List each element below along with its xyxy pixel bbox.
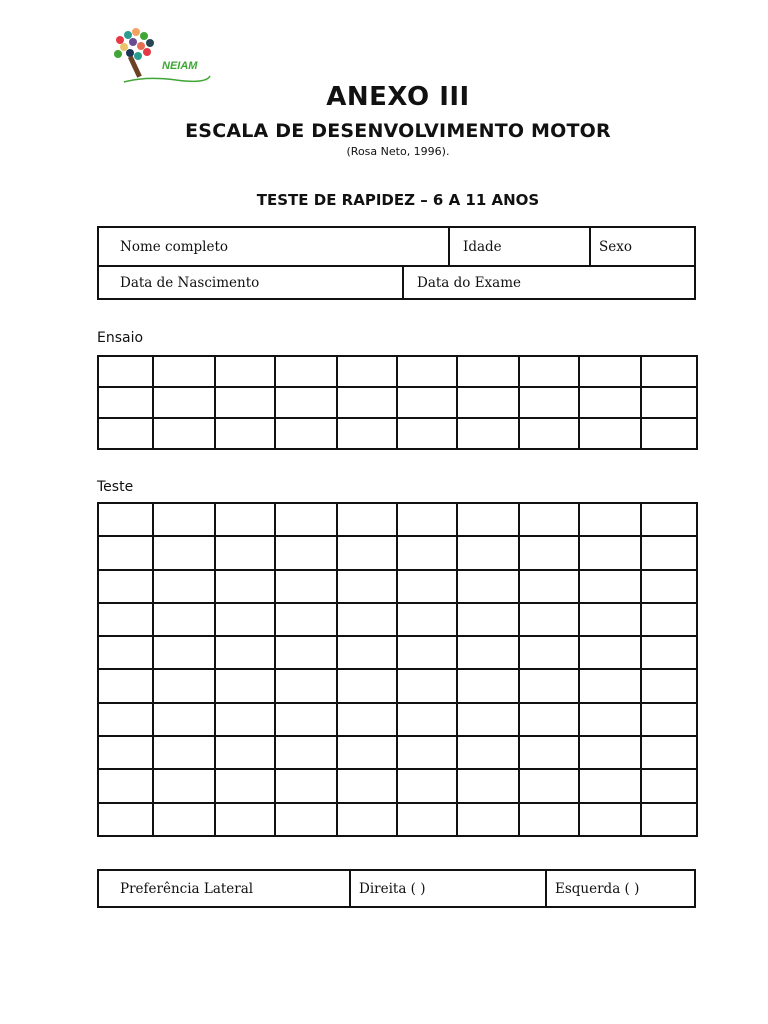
teste-cell[interactable] xyxy=(519,536,579,569)
teste-cell[interactable] xyxy=(215,703,275,736)
ensaio-cell[interactable] xyxy=(98,387,153,418)
teste-cell[interactable] xyxy=(215,503,275,536)
teste-cell[interactable] xyxy=(579,736,641,769)
teste-cell[interactable] xyxy=(519,803,579,836)
tree-icon xyxy=(114,28,210,82)
test-title: TESTE DE RAPIDEZ – 6 A 11 ANOS xyxy=(256,191,540,209)
teste-cell[interactable] xyxy=(397,769,457,802)
nome-completo-field[interactable]: Nome completo xyxy=(120,238,229,255)
teste-cell[interactable] xyxy=(641,803,697,836)
ensaio-cell[interactable] xyxy=(98,356,153,387)
ensaio-cell[interactable] xyxy=(397,418,457,449)
teste-cell[interactable] xyxy=(215,603,275,636)
teste-label: Teste xyxy=(97,479,134,495)
ensaio-cell[interactable] xyxy=(275,356,337,387)
teste-cell[interactable] xyxy=(641,570,697,603)
teste-cell[interactable] xyxy=(397,503,457,536)
ensaio-cell[interactable] xyxy=(215,356,275,387)
teste-cell[interactable] xyxy=(337,503,397,536)
teste-cell[interactable] xyxy=(519,736,579,769)
teste-cell[interactable] xyxy=(579,703,641,736)
sexo-field[interactable]: Sexo xyxy=(589,228,694,265)
ensaio-cell[interactable] xyxy=(275,418,337,449)
identification-row-1 xyxy=(99,228,694,267)
teste-cell[interactable] xyxy=(98,503,153,536)
teste-cell[interactable] xyxy=(579,503,641,536)
ensaio-cell[interactable] xyxy=(98,418,153,449)
teste-cell[interactable] xyxy=(98,570,153,603)
teste-cell[interactable] xyxy=(457,803,519,836)
data-nascimento-field[interactable]: Data de Nascimento xyxy=(120,274,260,291)
neiam-logo xyxy=(106,26,216,88)
ensaio-cell[interactable] xyxy=(153,387,215,418)
teste-cell[interactable] xyxy=(457,736,519,769)
teste-cell[interactable] xyxy=(98,603,153,636)
ensaio-cell[interactable] xyxy=(457,356,519,387)
ensaio-cell[interactable] xyxy=(579,356,641,387)
ensaio-cell[interactable] xyxy=(337,356,397,387)
teste-cell[interactable] xyxy=(153,769,215,802)
teste-cell[interactable] xyxy=(641,769,697,802)
teste-cell[interactable] xyxy=(98,736,153,769)
teste-row xyxy=(98,736,697,769)
teste-cell[interactable] xyxy=(215,669,275,702)
teste-cell[interactable] xyxy=(275,736,337,769)
teste-cell[interactable] xyxy=(98,803,153,836)
teste-cell[interactable] xyxy=(215,736,275,769)
teste-cell[interactable] xyxy=(457,570,519,603)
ensaio-cell[interactable] xyxy=(641,356,697,387)
teste-cell[interactable] xyxy=(457,503,519,536)
teste-cell[interactable] xyxy=(457,536,519,569)
teste-cell[interactable] xyxy=(519,703,579,736)
citation: (Rosa Neto, 1996). xyxy=(346,145,450,158)
teste-cell[interactable] xyxy=(397,803,457,836)
teste-cell[interactable] xyxy=(519,603,579,636)
teste-cell[interactable] xyxy=(457,669,519,702)
ensaio-row xyxy=(98,418,697,449)
ensaio-cell[interactable] xyxy=(275,387,337,418)
ensaio-cell[interactable] xyxy=(457,418,519,449)
teste-cell[interactable] xyxy=(215,536,275,569)
teste-cell[interactable] xyxy=(215,769,275,802)
teste-cell[interactable] xyxy=(519,503,579,536)
ensaio-cell[interactable] xyxy=(397,356,457,387)
ensaio-cell[interactable] xyxy=(579,387,641,418)
teste-row xyxy=(98,570,697,603)
teste-cell[interactable] xyxy=(579,570,641,603)
ensaio-cell[interactable] xyxy=(641,418,697,449)
teste-row xyxy=(98,536,697,569)
ensaio-row xyxy=(98,387,697,418)
direita-option[interactable]: Direita ( ) xyxy=(349,871,545,906)
teste-cell[interactable] xyxy=(275,603,337,636)
teste-cell[interactable] xyxy=(337,669,397,702)
teste-cell[interactable] xyxy=(579,669,641,702)
teste-cell[interactable] xyxy=(337,769,397,802)
ensaio-grid xyxy=(97,355,698,450)
ensaio-cell[interactable] xyxy=(519,418,579,449)
teste-cell[interactable] xyxy=(337,536,397,569)
ensaio-cell[interactable] xyxy=(519,356,579,387)
ensaio-cell[interactable] xyxy=(153,418,215,449)
teste-cell[interactable] xyxy=(153,603,215,636)
teste-cell[interactable] xyxy=(275,503,337,536)
teste-cell[interactable] xyxy=(275,769,337,802)
teste-cell[interactable] xyxy=(519,636,579,669)
teste-cell[interactable] xyxy=(98,536,153,569)
teste-cell[interactable] xyxy=(397,736,457,769)
teste-cell[interactable] xyxy=(641,603,697,636)
teste-cell[interactable] xyxy=(98,703,153,736)
teste-cell[interactable] xyxy=(457,603,519,636)
ensaio-cell[interactable] xyxy=(337,387,397,418)
ensaio-cell[interactable] xyxy=(337,418,397,449)
teste-cell[interactable] xyxy=(397,669,457,702)
teste-cell[interactable] xyxy=(397,636,457,669)
teste-cell[interactable] xyxy=(98,636,153,669)
preferencia-lateral-label: Preferência Lateral xyxy=(120,880,254,897)
teste-cell[interactable] xyxy=(337,570,397,603)
teste-row xyxy=(98,703,697,736)
teste-cell[interactable] xyxy=(153,736,215,769)
teste-cell[interactable] xyxy=(153,703,215,736)
teste-cell[interactable] xyxy=(519,669,579,702)
ensaio-cell[interactable] xyxy=(457,387,519,418)
identification-box xyxy=(97,226,696,300)
teste-row xyxy=(98,503,697,536)
teste-cell[interactable] xyxy=(153,636,215,669)
teste-cell[interactable] xyxy=(641,503,697,536)
ensaio-cell[interactable] xyxy=(641,387,697,418)
ensaio-cell[interactable] xyxy=(579,418,641,449)
teste-cell[interactable] xyxy=(275,636,337,669)
teste-cell[interactable] xyxy=(641,536,697,569)
teste-cell[interactable] xyxy=(215,570,275,603)
teste-cell[interactable] xyxy=(457,636,519,669)
teste-cell[interactable] xyxy=(275,703,337,736)
teste-cell[interactable] xyxy=(397,603,457,636)
teste-cell[interactable] xyxy=(579,769,641,802)
teste-row xyxy=(98,603,697,636)
teste-cell[interactable] xyxy=(337,803,397,836)
ensaio-cell[interactable] xyxy=(397,387,457,418)
teste-cell[interactable] xyxy=(641,736,697,769)
teste-cell[interactable] xyxy=(275,536,337,569)
ensaio-row xyxy=(98,356,697,387)
logo-text: NEIAM xyxy=(162,60,198,72)
page-subtitle: ESCALA DE DESENVOLVIMENTO MOTOR xyxy=(185,120,611,142)
teste-cell[interactable] xyxy=(337,636,397,669)
teste-cell[interactable] xyxy=(397,703,457,736)
teste-grid xyxy=(97,502,698,837)
teste-cell[interactable] xyxy=(215,803,275,836)
ensaio-cell[interactable] xyxy=(215,387,275,418)
teste-cell[interactable] xyxy=(153,503,215,536)
teste-cell[interactable] xyxy=(98,669,153,702)
teste-cell[interactable] xyxy=(641,636,697,669)
teste-cell[interactable] xyxy=(275,803,337,836)
ensaio-cell[interactable] xyxy=(519,387,579,418)
teste-row xyxy=(98,636,697,669)
esquerda-option[interactable]: Esquerda ( ) xyxy=(545,871,694,906)
teste-cell[interactable] xyxy=(579,536,641,569)
data-exame-field[interactable]: Data do Exame xyxy=(402,265,694,300)
ensaio-cell[interactable] xyxy=(153,356,215,387)
teste-cell[interactable] xyxy=(397,570,457,603)
teste-cell[interactable] xyxy=(457,703,519,736)
teste-cell[interactable] xyxy=(153,536,215,569)
teste-cell[interactable] xyxy=(579,603,641,636)
teste-cell[interactable] xyxy=(641,703,697,736)
teste-cell[interactable] xyxy=(275,570,337,603)
teste-cell[interactable] xyxy=(579,803,641,836)
teste-cell[interactable] xyxy=(153,803,215,836)
teste-row xyxy=(98,769,697,802)
teste-cell[interactable] xyxy=(457,769,519,802)
identification-row-2 xyxy=(99,265,694,300)
teste-cell[interactable] xyxy=(519,769,579,802)
teste-row xyxy=(98,669,697,702)
teste-cell[interactable] xyxy=(215,636,275,669)
idade-field[interactable]: Idade xyxy=(448,228,589,265)
teste-cell[interactable] xyxy=(519,570,579,603)
teste-cell[interactable] xyxy=(275,669,337,702)
teste-cell[interactable] xyxy=(397,536,457,569)
teste-cell[interactable] xyxy=(337,603,397,636)
teste-cell[interactable] xyxy=(153,570,215,603)
preferencia-lateral-box xyxy=(97,869,696,908)
teste-cell[interactable] xyxy=(98,769,153,802)
teste-cell[interactable] xyxy=(579,636,641,669)
ensaio-label: Ensaio xyxy=(97,330,144,346)
teste-cell[interactable] xyxy=(337,703,397,736)
page-title: ANEXO III xyxy=(326,82,470,112)
teste-cell[interactable] xyxy=(153,669,215,702)
teste-row xyxy=(98,803,697,836)
teste-cell[interactable] xyxy=(641,669,697,702)
teste-cell[interactable] xyxy=(337,736,397,769)
ensaio-cell[interactable] xyxy=(215,418,275,449)
